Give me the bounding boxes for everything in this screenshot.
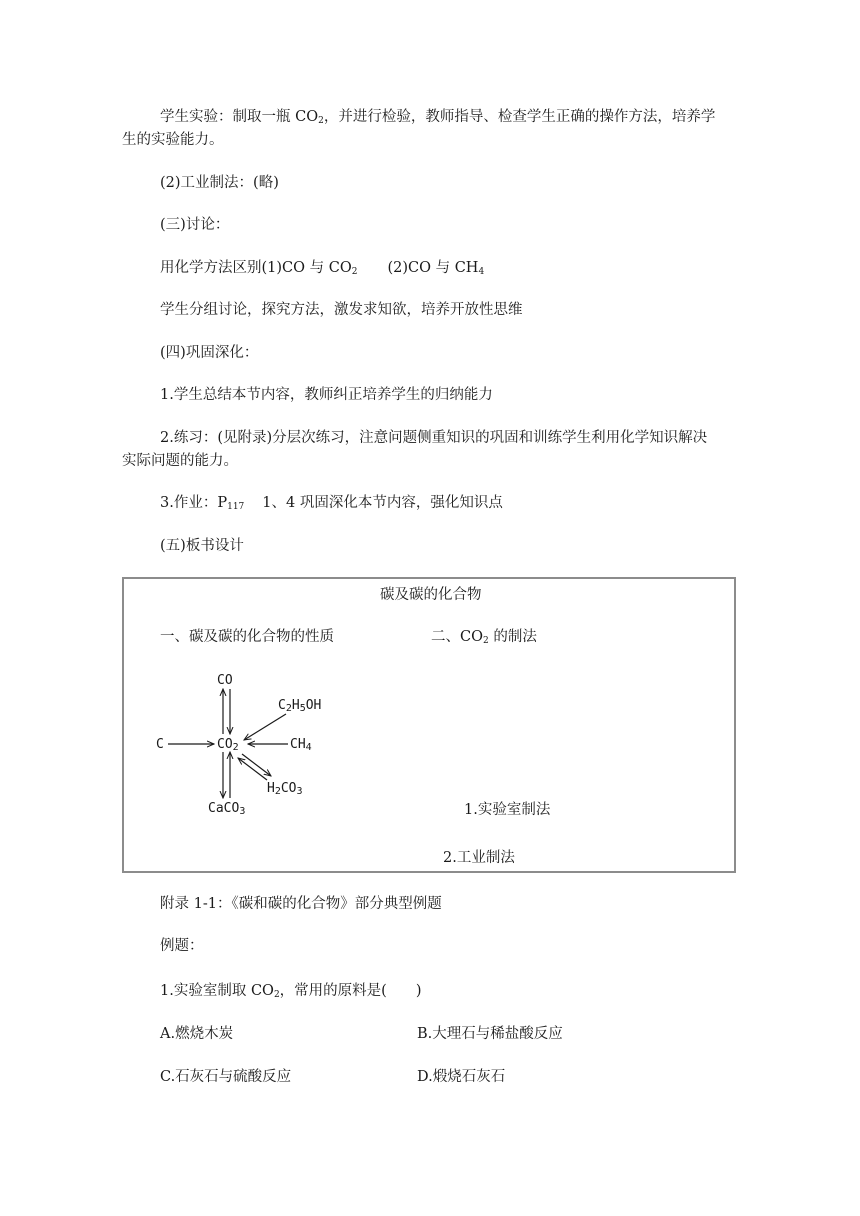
label-co2: CO2: [217, 737, 239, 753]
homework-prefix: 3.作业：P: [160, 495, 228, 511]
examples-heading: 例题：: [160, 938, 204, 954]
carbon-compound-diagram: [150, 668, 350, 818]
board-lab-method: 1.实验室制法: [464, 802, 551, 818]
label-caco3: CaCO3: [208, 801, 246, 817]
homework-text: 1、4 巩固深化本节内容，强化知识点: [262, 495, 503, 511]
option-a: A.燃烧木炭: [160, 1026, 234, 1042]
section-board-heading: (五)板书设计: [160, 538, 244, 554]
list-item-summary: 1.学生总结本节内容，教师纠正培养学生的归纳能力: [160, 387, 493, 403]
distinguish-part-a: 用化学方法区别(1)CO 与 CO: [160, 260, 352, 276]
board-industrial-method: 2.工业制法: [443, 850, 515, 866]
list-item-exercise-line2: 实际问题的能力。: [122, 453, 238, 469]
list-item-exercise: 2.练习：(见附录)分层次练习，注意问题侧重知识的巩固和训练学生利用化学知识解决: [160, 430, 708, 446]
paragraph-distinguish: [160, 257, 484, 279]
appendix-title: 附录 1-1：《碳和碳的化合物》部分典型例题: [160, 896, 442, 912]
paragraph-group-discussion: 学生分组讨论，探究方法，激发求知欲，培养开放性思维: [160, 302, 523, 318]
section-consolidate-heading: (四)巩固深化：: [160, 345, 259, 361]
option-b: B.大理石与稀盐酸反应: [417, 1026, 563, 1042]
paragraph-student-experiment: [160, 106, 715, 128]
board-title: 碳及碳的化合物: [380, 587, 482, 603]
ch4-subscript: 4: [478, 267, 485, 277]
paragraph-student-experiment-line2: 生的实验能力。: [122, 132, 224, 148]
co2-subscript: 2: [351, 267, 358, 277]
right-heading-end: 的制法: [488, 629, 537, 645]
board-left-heading: 一、碳及碳的化合物的性质: [160, 629, 334, 645]
co2-subscript: 2: [273, 990, 280, 1000]
co2-subscript: 2: [482, 636, 489, 646]
experiment-text-start: 学生实验：制取一瓶 CO: [160, 109, 319, 125]
right-heading-start: 二、CO: [431, 629, 483, 645]
label-c2h5oh: C2H5OH: [278, 698, 322, 714]
experiment-text-end: ，并进行检验，教师指导、检查学生正确的操作方法，培养学: [323, 109, 716, 125]
label-h2co3: H2CO3: [267, 781, 303, 797]
label-c: C: [156, 737, 164, 752]
board-right-heading: [431, 626, 537, 648]
section-discussion-heading: (三)讨论：: [160, 217, 230, 233]
question-1: [160, 980, 422, 1002]
option-d: D.煅烧石灰石: [417, 1069, 506, 1085]
question-1-start: 1.实验室制取 CO: [160, 983, 274, 999]
page-subscript: 117: [227, 502, 245, 512]
label-co: CO: [217, 673, 233, 688]
co2-subscript: 2: [318, 116, 324, 126]
question-1-end: ，常用的原料是( ): [279, 983, 422, 999]
option-c: C.石灰石与硫酸反应: [160, 1069, 292, 1085]
arrow-c2h5oh-to-co2: [244, 714, 286, 740]
list-item-homework: [160, 492, 503, 514]
distinguish-part-b: (2)CO 与 CH: [387, 260, 479, 276]
label-ch4: CH4: [290, 737, 312, 753]
paragraph-industrial-method: (2)工业制法：(略): [160, 175, 279, 191]
